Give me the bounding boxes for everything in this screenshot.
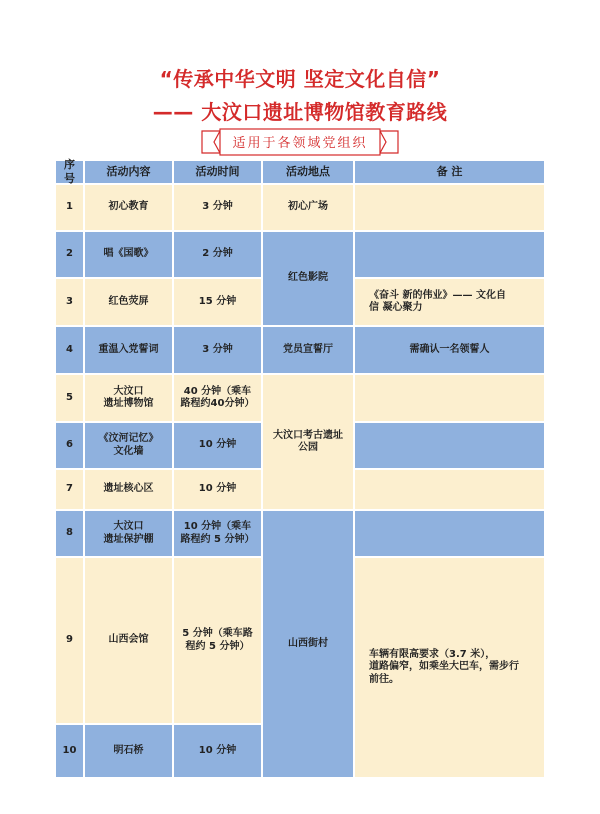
ribbon-text: 适用于各领域党组织 <box>232 136 368 151</box>
row-8-note <box>355 511 544 556</box>
title-line-2: —— 大汶口遗址博物馆教育路线 <box>152 100 448 124</box>
row-4-time: 3 分钟 <box>174 327 261 373</box>
row-7-time: 10 分钟 <box>174 470 261 509</box>
row-5-time: 40 分钟（乘车 路程约40分钟） <box>174 375 261 421</box>
row-1-content: 初心教育 <box>85 185 172 230</box>
row-5-note <box>355 375 544 421</box>
header-notes: 备 注 <box>355 161 544 183</box>
row-9-time: 5 分钟（乘车路 程约 5 分钟） <box>174 558 261 723</box>
row-10-no: 10 <box>56 725 83 777</box>
row-6-no: 6 <box>56 423 83 468</box>
row-2-note <box>355 232 544 277</box>
row-9-note: 车辆有限高要求（3.7 米）， 道路偏窄，如乘坐大巴车，需步行 前往。 <box>355 558 544 777</box>
row-3-no: 3 <box>56 279 83 325</box>
row-4-note: 需确认一名领誓人 <box>355 327 544 373</box>
row-8-no: 8 <box>56 511 83 556</box>
location-shanxi: 山西街村 <box>263 511 353 777</box>
row-3-note: 《奋斗 新的伟业》—— 文化自 信 凝心聚力 <box>355 279 544 325</box>
location-kaogu: 大汶口考古遗址 公园 <box>263 375 353 509</box>
row-3-content: 红色荧屏 <box>85 279 172 325</box>
location-chuxin: 初心广场 <box>263 185 353 230</box>
row-10-content: 明石桥 <box>85 725 172 777</box>
row-6-note <box>355 423 544 468</box>
row-3-time: 15 分钟 <box>174 279 261 325</box>
row-6-time: 10 分钟 <box>174 423 261 468</box>
row-8-content: 大汶口 遗址保护棚 <box>85 511 172 556</box>
row-2-time: 2 分钟 <box>174 232 261 277</box>
row-4-no: 4 <box>56 327 83 373</box>
row-9-content: 山西会馆 <box>85 558 172 723</box>
row-1-time: 3 分钟 <box>174 185 261 230</box>
header-location: 活动地点 <box>263 161 353 183</box>
row-4-content: 重温入党誓词 <box>85 327 172 373</box>
header-no: 序号 <box>56 161 83 183</box>
row-10-time: 10 分钟 <box>174 725 261 777</box>
location-dangyuan: 党员宣誓厅 <box>263 327 353 373</box>
row-7-no: 7 <box>56 470 83 509</box>
row-2-no: 2 <box>56 232 83 277</box>
row-7-note <box>355 470 544 509</box>
row-1-note <box>355 185 544 230</box>
row-5-content: 大汶口 遗址博物馆 <box>85 375 172 421</box>
audience-ribbon <box>200 128 400 156</box>
row-5-no: 5 <box>56 375 83 421</box>
row-9-no: 9 <box>56 558 83 723</box>
header-content: 活动内容 <box>85 161 172 183</box>
row-2-content: 唱《国歌》 <box>85 232 172 277</box>
header-time: 活动时间 <box>174 161 261 183</box>
location-hongse: 红色影院 <box>263 232 353 325</box>
row-6-content: 《汶河记忆》 文化墙 <box>85 423 172 468</box>
title-line-1: “传承中华文明 坚定文化自信” <box>159 67 441 91</box>
row-7-content: 遗址核心区 <box>85 470 172 509</box>
row-8-time: 10 分钟（乘车 路程约 5 分钟） <box>174 511 261 556</box>
row-1-no: 1 <box>56 185 83 230</box>
route-table <box>56 158 542 756</box>
